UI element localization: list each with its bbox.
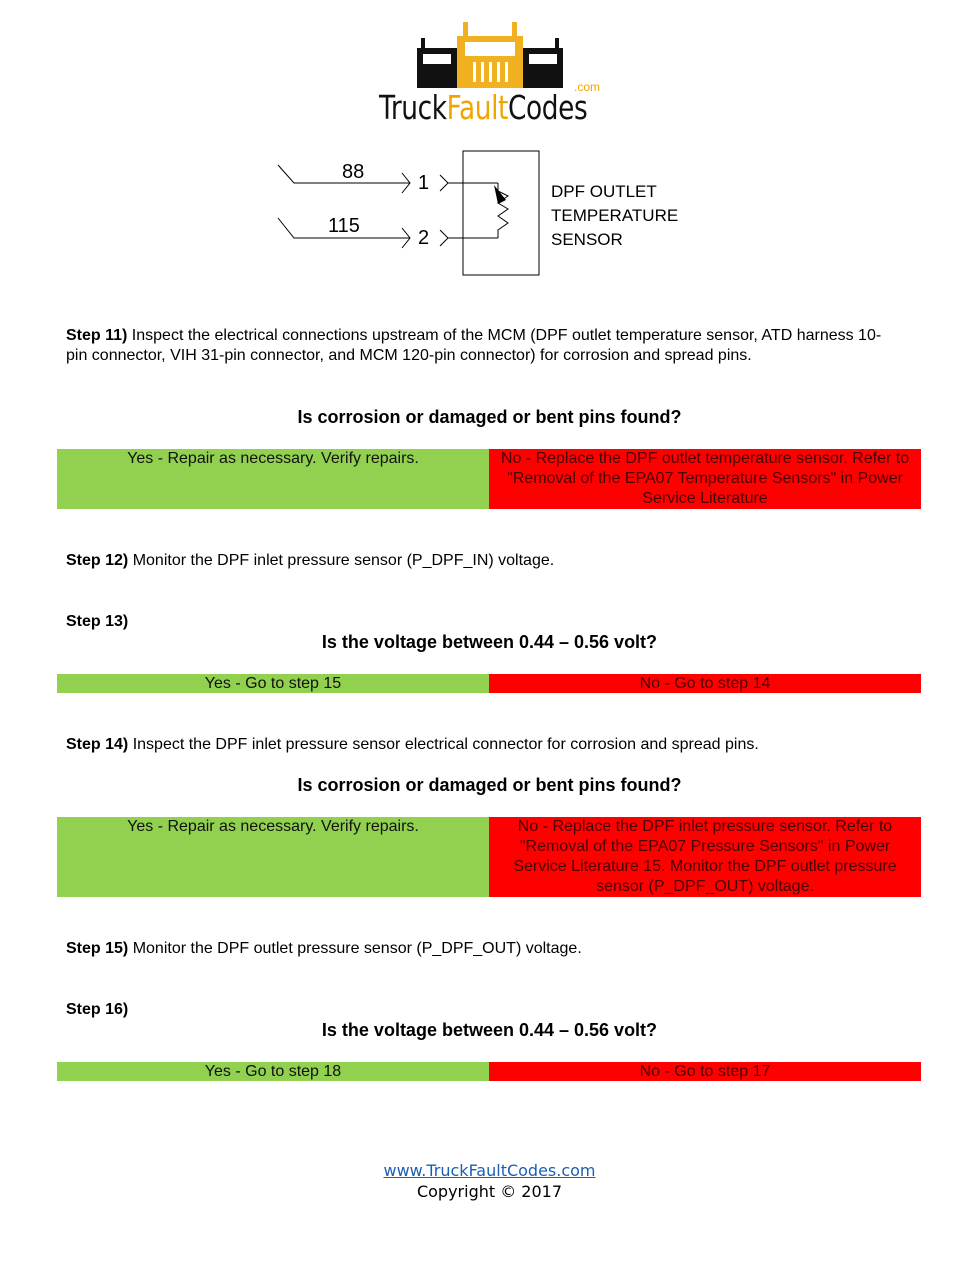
step-16-yes: Yes - Go to step 18: [57, 1062, 489, 1081]
truckfaultcodes-logo: [375, 18, 605, 130]
brand-dotcom: .com: [574, 80, 601, 94]
step-12-label: Step 12): [66, 552, 129, 569]
step-13-answers: [57, 674, 921, 693]
step-14-text: [66, 735, 896, 755]
step-15-body: Monitor the DPF outlet pressure sensor (P_DPF_OUT) voltage.: [128, 940, 582, 957]
wire-label-88: 88: [342, 161, 365, 183]
sensor-label-line1: DPF OUTLET: [551, 182, 657, 201]
step-14-answers: [57, 817, 921, 897]
brand-part-fault: Fault: [446, 88, 508, 127]
step-16-question: Is the voltage between 0.44 – 0.56 volt?: [321, 1020, 658, 1040]
brand-wordmark: [379, 88, 587, 127]
sensor-wiring-diagram: [270, 145, 720, 285]
step-16-label-line: [66, 1000, 896, 1020]
step-16-no: No - Go to step 17: [489, 1062, 921, 1081]
step-12-body: Monitor the DPF inlet pressure sensor (P_DPF_IN) voltage.: [128, 552, 555, 569]
step-11-label: Step 11): [66, 327, 128, 344]
step-13-yes: Yes - Go to step 15: [57, 674, 489, 693]
step-11-no: No - Replace the DPF outlet temperature sensor. Refer to "Removal of the EPA07 Temperature Sensors" in Power Service Literature: [489, 449, 921, 509]
step-13-question: Is the voltage between 0.44 – 0.56 volt?: [321, 632, 658, 652]
footer-website-link[interactable]: www.TruckFaultCodes.com: [383, 1161, 596, 1180]
sensor-label-line2: TEMPERATURE: [551, 206, 679, 225]
footer-copyright: Copyright © 2017: [416, 1182, 563, 1201]
step-13-label: Step 13): [66, 613, 129, 630]
step-11-answers: [57, 449, 921, 509]
pin-label-1: 1: [418, 172, 430, 194]
step-16-label: Step 16): [66, 1001, 129, 1018]
step-14-yes: Yes - Repair as necessary. Verify repairs.: [57, 817, 489, 897]
step-16-answers: [57, 1062, 921, 1081]
step-12-text: [66, 551, 896, 571]
sensor-label-line3: SENSOR: [551, 230, 623, 249]
brand-part-codes: Codes: [508, 88, 588, 127]
step-11-text: [66, 326, 896, 366]
step-14-no: No - Replace the DPF inlet pressure sensor. Refer to "Removal of the EPA07 Pressure Sensors" in Power Service Literature 15. Monitor the DPF outlet pressure sensor (P_DPF_OUT) voltage.: [489, 817, 921, 897]
wire-label-115: 115: [328, 215, 360, 237]
step-14-label: Step 14): [66, 736, 129, 753]
brand-part-truck: Truck: [379, 88, 447, 127]
step-11-question: Is corrosion or damaged or bent pins found?: [297, 407, 682, 427]
step-13-label-line: [66, 612, 896, 632]
step-15-text: [66, 939, 896, 959]
step-11-yes: Yes - Repair as necessary. Verify repairs.: [57, 449, 489, 509]
footer: [0, 1160, 979, 1202]
step-13-no: No - Go to step 14: [489, 674, 921, 693]
step-14-question: Is corrosion or damaged or bent pins found?: [297, 775, 682, 795]
step-14-body: Inspect the DPF inlet pressure sensor electrical connector for corrosion and spread pins.: [128, 736, 759, 753]
step-15-label: Step 15): [66, 940, 129, 957]
step-11-body: Inspect the electrical connections upstream of the MCM (DPF outlet temperature sensor, ATD harness 10-pin connector, VIH 31-pin connector, and MCM 120-pin connector) for corrosion and spread pins.: [66, 327, 882, 364]
truck-icon: [375, 18, 605, 93]
pin-label-2: 2: [418, 227, 430, 249]
